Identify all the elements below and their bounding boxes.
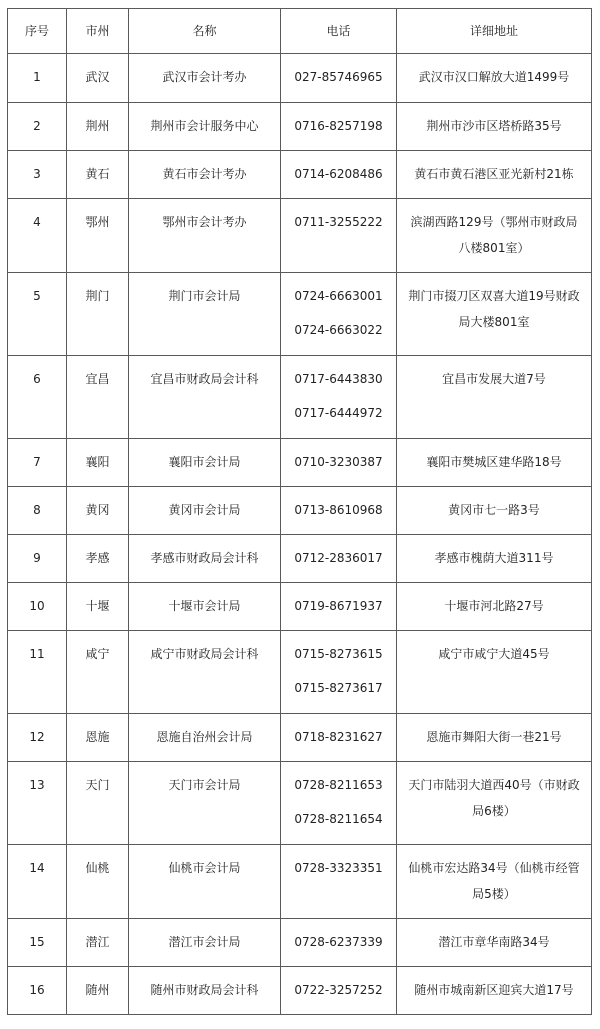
cell-address <box>397 439 592 487</box>
table-row <box>8 356 592 439</box>
phone-number: 0724-6663001 <box>294 289 383 303</box>
address-text: 仙桃市宏达路34号（仙桃市经管局5楼） <box>408 861 580 901</box>
cell-phone <box>281 199 397 273</box>
cell-city: 潜江 <box>67 919 129 967</box>
cell-address <box>397 583 592 631</box>
cell-city: 黄石 <box>67 151 129 199</box>
cell-phone <box>281 487 397 535</box>
cell-name: 咸宁市财政局会计科 <box>129 631 281 714</box>
table-row <box>8 439 592 487</box>
phone-number: 0714-6208486 <box>294 167 383 181</box>
address-text: 咸宁市咸宁大道45号 <box>438 647 550 661</box>
cell-address <box>397 631 592 714</box>
cell-address <box>397 356 592 439</box>
cell-city: 咸宁 <box>67 631 129 714</box>
table-row <box>8 103 592 151</box>
cell-city: 武汉 <box>67 54 129 103</box>
cell-name: 武汉市会计考办 <box>129 54 281 103</box>
cell-no: 14 <box>8 845 67 919</box>
cell-phone <box>281 762 397 845</box>
cell-name: 恩施自治州会计局 <box>129 714 281 762</box>
cell-address <box>397 762 592 845</box>
table-row <box>8 919 592 967</box>
phone-number: 0710-3230387 <box>294 455 383 469</box>
phone-number: 0717-6443830 <box>294 372 383 386</box>
address-text: 荆州市沙市区塔桥路35号 <box>426 119 562 133</box>
phone-number: 0724-6663022 <box>294 323 383 337</box>
header-phone: 电话 <box>281 9 397 54</box>
cell-city: 天门 <box>67 762 129 845</box>
phone-number: 0728-3323351 <box>294 861 383 875</box>
contact-table <box>7 8 592 1015</box>
cell-phone <box>281 151 397 199</box>
address-text: 襄阳市樊城区建华路18号 <box>426 455 562 469</box>
cell-phone <box>281 439 397 487</box>
address-text: 武汉市汉口解放大道1499号 <box>418 70 570 84</box>
table-row <box>8 535 592 583</box>
cell-name: 鄂州市会计考办 <box>129 199 281 273</box>
cell-no: 9 <box>8 535 67 583</box>
header-city: 市州 <box>67 9 129 54</box>
cell-address <box>397 54 592 103</box>
phone-number: 0722-3257252 <box>294 983 383 997</box>
table-row <box>8 631 592 714</box>
table-row <box>8 273 592 356</box>
cell-phone <box>281 273 397 356</box>
table-row <box>8 967 592 1015</box>
address-text: 黄石市黄石港区亚光新村21栋 <box>414 167 574 181</box>
cell-name: 孝感市财政局会计科 <box>129 535 281 583</box>
cell-name: 潜江市会计局 <box>129 919 281 967</box>
phone-number: 0716-8257198 <box>294 119 383 133</box>
phone-number: 027-85746965 <box>294 70 383 84</box>
phone-number: 0719-8671937 <box>294 599 383 613</box>
cell-address <box>397 199 592 273</box>
table-row <box>8 714 592 762</box>
cell-name: 随州市财政局会计科 <box>129 967 281 1015</box>
table-row <box>8 487 592 535</box>
cell-phone <box>281 845 397 919</box>
phone-number: 0713-8610968 <box>294 503 383 517</box>
cell-no: 15 <box>8 919 67 967</box>
cell-phone <box>281 583 397 631</box>
cell-city: 襄阳 <box>67 439 129 487</box>
address-text: 恩施市舞阳大街一巷21号 <box>426 730 562 744</box>
cell-name: 宜昌市财政局会计科 <box>129 356 281 439</box>
cell-phone <box>281 919 397 967</box>
address-text: 随州市城南新区迎宾大道17号 <box>414 983 574 997</box>
cell-city: 恩施 <box>67 714 129 762</box>
cell-no: 10 <box>8 583 67 631</box>
cell-address <box>397 714 592 762</box>
table-header-row <box>8 9 592 54</box>
cell-phone <box>281 535 397 583</box>
table-row <box>8 151 592 199</box>
phone-number: 0728-6237339 <box>294 935 383 949</box>
cell-name: 天门市会计局 <box>129 762 281 845</box>
cell-phone <box>281 103 397 151</box>
cell-city: 鄂州 <box>67 199 129 273</box>
cell-city: 随州 <box>67 967 129 1015</box>
cell-phone <box>281 631 397 714</box>
phone-number: 0728-8211654 <box>294 812 383 826</box>
cell-city: 黄冈 <box>67 487 129 535</box>
table-row <box>8 845 592 919</box>
table-row <box>8 583 592 631</box>
cell-no: 13 <box>8 762 67 845</box>
cell-no: 4 <box>8 199 67 273</box>
table-body <box>8 54 592 1015</box>
address-text: 黄冈市七一路3号 <box>448 503 540 517</box>
cell-no: 1 <box>8 54 67 103</box>
table-row <box>8 762 592 845</box>
table-row <box>8 199 592 273</box>
address-text: 荆门市掇刀区双喜大道19号财政局大楼801室 <box>408 289 580 329</box>
cell-name: 襄阳市会计局 <box>129 439 281 487</box>
cell-city: 孝感 <box>67 535 129 583</box>
cell-city: 宜昌 <box>67 356 129 439</box>
cell-phone <box>281 356 397 439</box>
phone-number: 0717-6444972 <box>294 406 383 420</box>
cell-name: 荆门市会计局 <box>129 273 281 356</box>
header-address: 详细地址 <box>397 9 592 54</box>
cell-no: 3 <box>8 151 67 199</box>
table-row <box>8 54 592 103</box>
cell-city: 荆州 <box>67 103 129 151</box>
cell-address <box>397 845 592 919</box>
cell-phone <box>281 714 397 762</box>
address-text: 潜江市章华南路34号 <box>438 935 550 949</box>
cell-address <box>397 919 592 967</box>
cell-no: 12 <box>8 714 67 762</box>
cell-no: 11 <box>8 631 67 714</box>
cell-phone <box>281 967 397 1015</box>
cell-address <box>397 103 592 151</box>
cell-address <box>397 535 592 583</box>
cell-city: 十堰 <box>67 583 129 631</box>
phone-number: 0718-8231627 <box>294 730 383 744</box>
address-text: 孝感市槐荫大道311号 <box>434 551 554 565</box>
cell-address <box>397 151 592 199</box>
cell-name: 黄冈市会计局 <box>129 487 281 535</box>
cell-name: 荆州市会计服务中心 <box>129 103 281 151</box>
header-name: 名称 <box>129 9 281 54</box>
cell-city: 荆门 <box>67 273 129 356</box>
header-no: 序号 <box>8 9 67 54</box>
cell-city: 仙桃 <box>67 845 129 919</box>
cell-no: 16 <box>8 967 67 1015</box>
phone-number: 0728-8211653 <box>294 778 383 792</box>
cell-no: 5 <box>8 273 67 356</box>
address-text: 宜昌市发展大道7号 <box>442 372 546 386</box>
phone-number: 0711-3255222 <box>294 215 383 229</box>
cell-no: 7 <box>8 439 67 487</box>
cell-address <box>397 967 592 1015</box>
cell-name: 仙桃市会计局 <box>129 845 281 919</box>
cell-name: 十堰市会计局 <box>129 583 281 631</box>
address-text: 滨湖西路129号（鄂州市财政局八楼801室） <box>410 215 578 255</box>
address-text: 天门市陆羽大道西40号（市财政局6楼） <box>408 778 580 818</box>
cell-address <box>397 487 592 535</box>
cell-no: 2 <box>8 103 67 151</box>
phone-number: 0715-8273617 <box>294 681 383 695</box>
phone-number: 0712-2836017 <box>294 551 383 565</box>
cell-address <box>397 273 592 356</box>
cell-name: 黄石市会计考办 <box>129 151 281 199</box>
phone-number: 0715-8273615 <box>294 647 383 661</box>
address-text: 十堰市河北路27号 <box>444 599 544 613</box>
cell-no: 8 <box>8 487 67 535</box>
cell-no: 6 <box>8 356 67 439</box>
cell-phone <box>281 54 397 103</box>
